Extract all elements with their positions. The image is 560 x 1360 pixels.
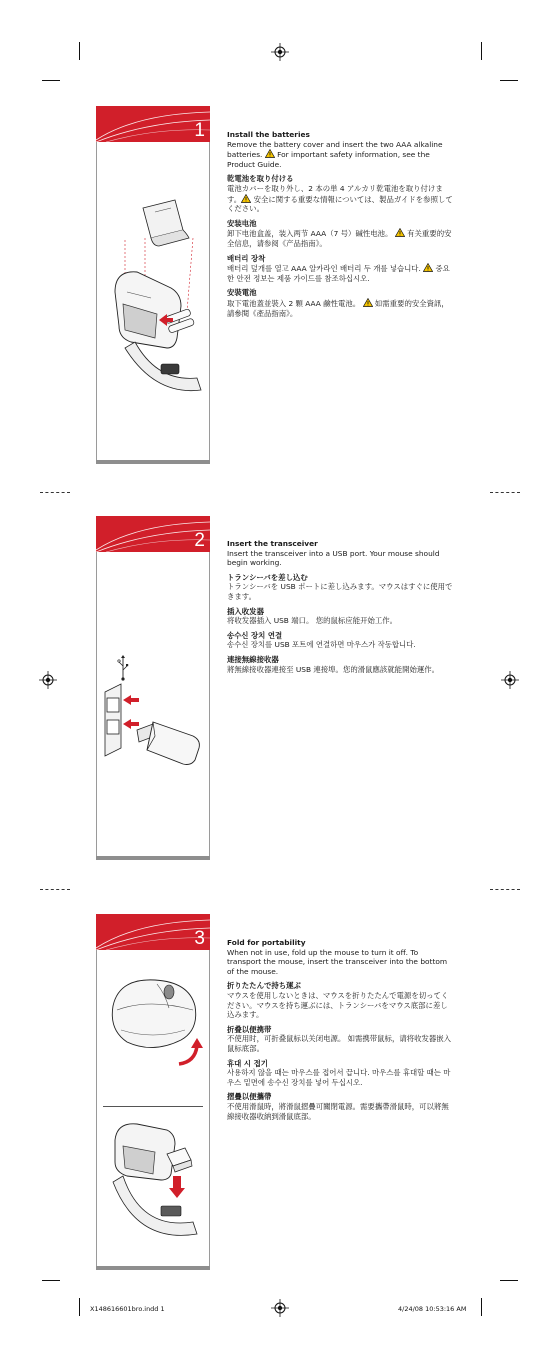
section-heading: 折りたたんで持ち運ぶ (227, 981, 301, 991)
section-heading: 송수신 장치 연결 (227, 630, 283, 640)
section-heading: 乾電池を取り付ける (227, 174, 294, 184)
section-body: 卸下电池盒盖，装入两节 AAA（7 号）碱性电池。 有关重要的安全信息，请参阅《产品指南》。 (227, 229, 452, 248)
section-body: 배터리 덮개를 열고 AAA 알카라인 배터리 두 개를 넣습니다. 중요한 안전 정보는 제품 가이드를 참조하십시오. (227, 264, 450, 283)
crop-mark (500, 80, 518, 81)
step-number: 3 (194, 928, 205, 949)
section-heading: Install the batteries (227, 130, 310, 139)
section-body: トランシーバを USB ポートに差し込みます。マウスはすぐに使用できます。 (227, 582, 453, 601)
crop-mark (481, 1298, 482, 1316)
section-body: 不使用时，可折叠鼠标以关闭电源。 如需携带鼠标，请将收发器嵌入鼠标底部。 (227, 1034, 452, 1053)
crop-mark (79, 1298, 80, 1316)
fold-mark (40, 889, 70, 891)
warning-icon (363, 298, 373, 307)
section-heading: 배터리 장착 (227, 253, 266, 263)
section-body: 不使用滑鼠時，將滑鼠摺疊可關閉電源。需要攜帶滑鼠時，可以將無線接收器收納到滑鼠底部。 (227, 1101, 449, 1121)
crop-mark (42, 1280, 60, 1281)
illustration-frame (96, 142, 210, 461)
crop-mark (481, 42, 482, 60)
warning-icon (241, 194, 251, 203)
panel-bottom-bar (96, 856, 210, 860)
panel-bottom-bar (96, 460, 210, 464)
section-heading: 插入收发器 (227, 606, 264, 616)
mouse-battery-illustration (97, 142, 209, 460)
section-body: 將無線接收器連接至 USB 連接埠。您的滑鼠應該就能開始運作。 (227, 664, 440, 674)
warning-icon (395, 228, 405, 237)
registration-mark-icon (271, 1299, 289, 1317)
section-body: 取下電池蓋並裝入 2 顆 AAA 鹼性電池。 如需重要的安全資訊，請參閱《產品指南》。 (227, 298, 449, 318)
step-header (96, 106, 210, 142)
step-1-panel (96, 106, 210, 464)
section-heading: 連接無線接收器 (227, 654, 279, 664)
section-body: Insert the transceiver into a USB port. Your mouse should begin working. (227, 548, 440, 568)
red-arrow-icon (179, 1038, 203, 1064)
section-heading: 휴대 시 접기 (227, 1058, 268, 1068)
folded-mouse-illustration (97, 950, 209, 1100)
step-header (96, 914, 210, 950)
crop-mark (42, 80, 60, 81)
section-body: 송수신 장치를 USB 포트에 연결하면 마우스가 작동합니다. (227, 640, 416, 650)
section-body: Remove the battery cover and insert the two AAA alkaline batteries. For important safety information, see the Product Guide. (227, 139, 443, 169)
step-number: 1 (194, 120, 205, 141)
section-body: 사용하지 않을 때는 마우스를 접어서 끕니다. 마우스를 휴대할 때는 마우스 밑면에 송수신 장치를 넣어 두십시오. (227, 1068, 451, 1087)
section-heading: トランシーバを差し込む (227, 572, 308, 582)
registration-mark-icon (271, 43, 289, 61)
fold-mark (490, 492, 520, 494)
slug-filename: X148616601bro.indd 1 (90, 1305, 165, 1313)
slug-timestamp: 4/24/08 10:53:16 AM (398, 1305, 467, 1313)
fold-mark (40, 492, 70, 494)
step-2-panel (96, 516, 210, 860)
transceiver-storage-illustration (97, 1110, 209, 1270)
step-2-text (227, 539, 453, 679)
step-3-text (227, 938, 453, 1126)
registration-mark-icon (39, 671, 57, 689)
registration-mark-icon (501, 671, 519, 689)
fold-mark (490, 889, 520, 891)
section-heading: Fold for portability (227, 938, 306, 947)
section-heading: 安装电池 (227, 218, 257, 228)
warning-icon (423, 263, 433, 272)
section-body: 電池カバーを取り外し、2 本の単 4 アルカリ乾電池を取り付けます。 安全に関する重要な情報については、製品ガイドを参照してください。 (227, 183, 453, 214)
section-heading: 折叠以便携带 (227, 1024, 272, 1034)
illustration-frame (96, 552, 210, 857)
illustration-divider (103, 1106, 203, 1107)
section-heading: 安裝電池 (227, 288, 257, 298)
crop-mark (500, 1280, 518, 1281)
step-header (96, 516, 210, 552)
usb-symbol-icon (118, 655, 128, 681)
warning-icon (265, 149, 275, 158)
section-body: 将收发器插入 USB 端口。 您的鼠标应能开始工作。 (227, 616, 398, 626)
usb-transceiver-illustration (97, 552, 209, 856)
illustration-frame (96, 950, 210, 1267)
section-heading: Insert the transceiver (227, 539, 318, 548)
section-heading: 摺疊以便攜帶 (227, 1092, 272, 1102)
panel-bottom-bar (96, 1266, 210, 1270)
section-body: When not in use, fold up the mouse to turn it off. To transport the mouse, insert the transceiver into the bottom of the mouse. (227, 947, 448, 976)
crop-mark (79, 42, 80, 60)
section-body: マウスを使用しないときは、マウスを折りたたんで電源を切ってください。マウスを持ち運ぶには、トランシーバをマウス底部に差し込みます。 (227, 990, 449, 1020)
step-3-panel (96, 914, 210, 1270)
step-1-text (227, 130, 453, 323)
step-number: 2 (194, 530, 205, 551)
